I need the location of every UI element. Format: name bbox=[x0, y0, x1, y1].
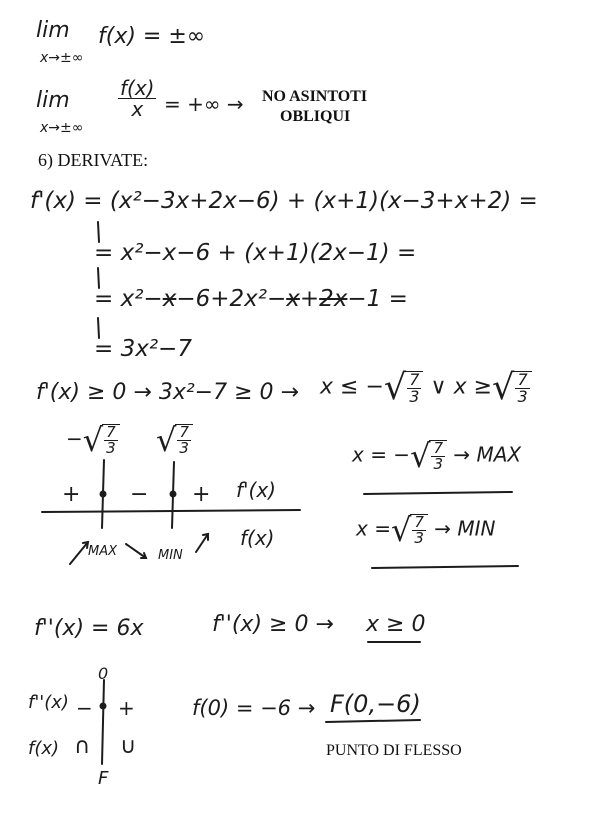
limit-2-label: lim bbox=[36, 88, 70, 113]
line3-strike-3: 2x bbox=[319, 286, 348, 312]
f-label: f(x) bbox=[240, 526, 275, 550]
min-underline bbox=[372, 566, 518, 568]
limit-2-sub: x→±∞ bbox=[40, 120, 84, 136]
sign-plus-1: + bbox=[62, 482, 81, 507]
solution-or: ∨ x ≥ bbox=[430, 374, 493, 400]
arrow-up-max bbox=[70, 542, 88, 564]
limit-2-rhs: = +∞ → bbox=[164, 92, 244, 116]
derivative-line-2: = x²−x−6 + (x+1)(2x−1) = bbox=[94, 240, 417, 266]
arrow-down-min bbox=[126, 544, 146, 558]
arrow-up-after-min bbox=[196, 534, 208, 552]
min-sqrt-num: 7 bbox=[414, 513, 424, 531]
no-asintoti-text: NO ASINTOTI bbox=[262, 88, 368, 105]
limit-1-sub: x→±∞ bbox=[40, 50, 84, 66]
line3-part-b: −6+2x²− bbox=[176, 286, 287, 312]
sqrt-den-1: 3 bbox=[409, 386, 420, 406]
max-underline bbox=[364, 492, 512, 494]
flex-point: F(0,−6) bbox=[330, 690, 421, 718]
max-sqrt-num: 7 bbox=[433, 439, 444, 457]
solution-part-a: x ≤ − bbox=[320, 374, 384, 400]
derivative-line-1: f'(x) = (x²−3x+2x−6) + (x+1)(x−3+x+2) = bbox=[30, 188, 538, 214]
sqrt-num-2: 7 bbox=[517, 369, 528, 389]
derivative-line-4: = 3x²−7 bbox=[94, 336, 192, 362]
max-x: x = − bbox=[352, 442, 411, 467]
flex-point-underline bbox=[326, 720, 420, 722]
sign-chart-axis bbox=[42, 510, 300, 512]
flex-caption: PUNTO DI FLESSO bbox=[326, 742, 462, 759]
sign-plus-2: + bbox=[192, 482, 211, 507]
flex-minus: − bbox=[76, 696, 93, 720]
line3-part-c: + bbox=[299, 286, 320, 312]
obliqui-text: OBLIQUI bbox=[280, 108, 351, 125]
root-neg-num: 7 bbox=[106, 423, 116, 441]
lim-label: lim bbox=[36, 18, 70, 43]
sqrt-den-2: 3 bbox=[517, 386, 528, 406]
sign-minus: − bbox=[130, 482, 149, 507]
concave-down-icon: ∩ bbox=[74, 734, 91, 759]
root-neg-sign: − bbox=[66, 426, 83, 451]
root-negative: − √ $\frac{7}{3}$ bbox=[66, 424, 120, 456]
section-title: 6) DERIVATE: bbox=[38, 150, 149, 170]
second-derivative: f''(x) = 6x bbox=[34, 616, 144, 641]
flex-chart-dot bbox=[100, 703, 107, 710]
sqrt-num-1: 7 bbox=[409, 369, 420, 389]
sign-chart-dot-1 bbox=[100, 491, 107, 498]
limit-2-num: f(x) bbox=[120, 76, 155, 100]
limit-1-expr: f(x) = ±∞ bbox=[98, 24, 206, 49]
min-result: x = √ $\frac{7}{3}$ → MIN bbox=[356, 511, 496, 549]
min-label: MIN bbox=[158, 548, 183, 563]
flex-zero: 0 bbox=[98, 664, 109, 683]
max-result: x = − √ $\frac{7}{3}$ → MAX bbox=[352, 437, 522, 475]
min-x: x = bbox=[356, 516, 391, 541]
second-derivative-solution: x ≥ 0 bbox=[366, 612, 426, 637]
max-label: MAX bbox=[88, 544, 118, 559]
chain-bar-3 bbox=[98, 318, 99, 338]
max-arrow: → MAX bbox=[453, 442, 522, 467]
second-derivative-condition: f''(x) ≥ 0 → bbox=[212, 612, 334, 637]
fprime-label: f'(x) bbox=[236, 478, 276, 502]
root-neg-den: 3 bbox=[106, 439, 116, 457]
limit-2-den: x bbox=[131, 97, 144, 121]
min-sqrt-den: 3 bbox=[414, 529, 424, 547]
root-positive: √ $\frac{7}{3}$ bbox=[156, 424, 193, 456]
min-arrow: → MIN bbox=[434, 516, 496, 541]
flex-F: F bbox=[98, 768, 109, 789]
line3-strike-2: x bbox=[286, 286, 300, 312]
flex-f-label: f(x) bbox=[28, 738, 60, 759]
inequality-lhs: f'(x) ≥ 0 → 3x²−7 ≥ 0 → bbox=[36, 380, 299, 405]
flex-plus: + bbox=[118, 696, 135, 720]
flex-f2-label: f''(x) bbox=[28, 692, 69, 713]
inequality-solution: x ≤ − √ $\frac{7}{3}$ ∨ x ≥ √ $\frac{7}{3}$ bbox=[320, 370, 532, 405]
root-pos-num: 7 bbox=[179, 423, 189, 441]
flex-chart-divider bbox=[102, 680, 104, 764]
concave-up-icon: ∪ bbox=[120, 734, 137, 759]
line3-part-d: −1 = bbox=[347, 286, 408, 312]
chain-bar-2 bbox=[98, 268, 99, 288]
flex-value: f(0) = −6 → bbox=[192, 696, 316, 720]
max-sqrt-den: 3 bbox=[433, 455, 444, 473]
sign-chart-dot-2 bbox=[170, 491, 177, 498]
root-pos-den: 3 bbox=[179, 439, 189, 457]
chain-bar-1 bbox=[98, 222, 99, 242]
line3-part-a: = x²− bbox=[94, 286, 163, 312]
line3-strike-1: x bbox=[162, 286, 177, 312]
